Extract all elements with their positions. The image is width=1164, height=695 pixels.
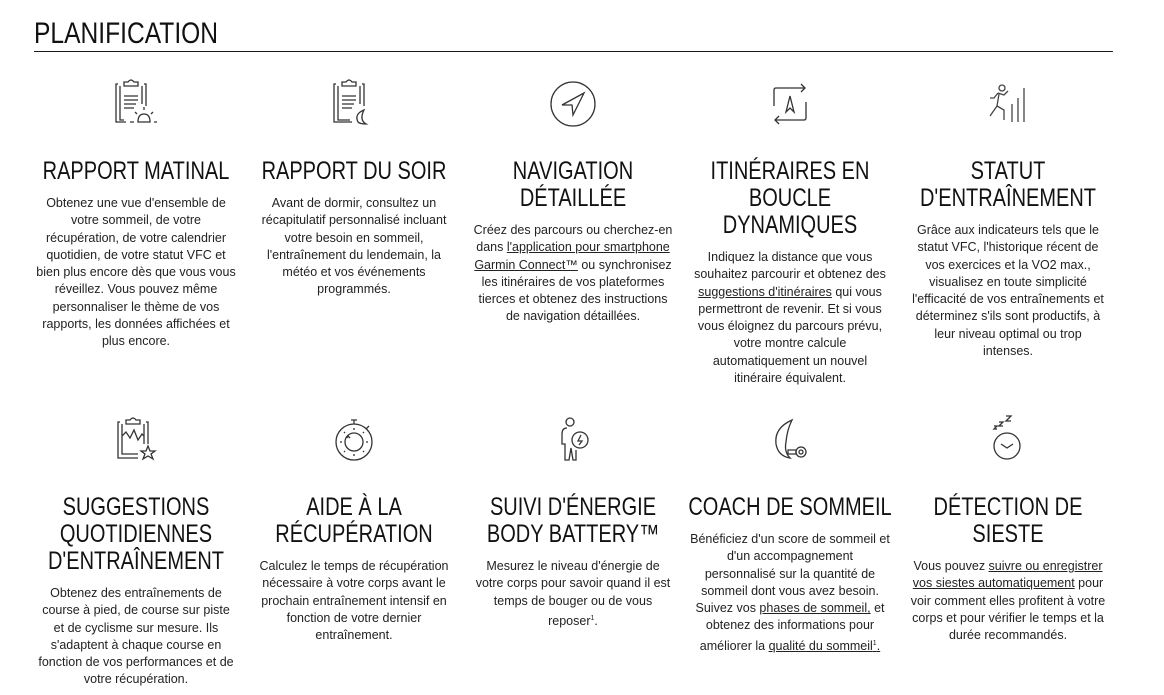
- feature-title: ITINÉRAIRES EN BOUCLE DYNAMIQUES: [710, 157, 870, 239]
- daily-suggested-workouts-icon: [108, 412, 164, 468]
- feature-description: [690, 531, 890, 655]
- description-text: Bénéficiez d'un score de sommeil et d'un accompagnement personnalisé sur la quantité de sommeil dont vous avez besoin. Suivez vos: [690, 532, 890, 616]
- description-text: qui vous permettront de revenir. Et si vous vous éloignez du parcours prévu, votre montre calcule automatiquement un nouvel itinéraire équivalent.: [697, 284, 883, 386]
- feature-title: AIDE À LA RÉCUPÉRATION: [275, 493, 433, 548]
- description-text: pour voir comment elles profitent à votre corps et pour vérifier le temps et la durée recommandés.: [910, 576, 1106, 643]
- sleep-quality-link[interactable]: [769, 639, 881, 653]
- body-battery-icon: [545, 412, 601, 468]
- feature-navigation: [463, 76, 683, 326]
- feature-description: Calculez le temps de récupération nécessaire à votre corps avant le prochain entraînement intensif en fonction de votre dernier entraînement.: [259, 559, 449, 643]
- morning-report-icon: [108, 76, 164, 132]
- feature-description: Grâce aux indicateurs tels que le statut VFC, l'historique récent de vos exercices et la VO2 max., visualisez en toute simplicité l'efficacité de vos entraînements et déterminez s'ils sont productifs, à leur niveau optimal ou trop intenses.: [912, 223, 1104, 359]
- feature-title: NAVIGATION DÉTAILLÉE: [512, 157, 634, 212]
- sleep-stages-link[interactable]: phases de sommeil,: [759, 601, 871, 616]
- feature-title: STATUT D'ENTRAÎNEMENT: [919, 157, 1097, 212]
- section-title: PLANIFICATION: [34, 17, 219, 50]
- feature-description: Avant de dormir, consultez un récapitulatif personnalisé incluant votre besoin en sommeil, l'entraînement du lendemain, la météo et vos événements programmés.: [261, 196, 447, 297]
- feature-description: Obtenez des entraînements de course à pied, de course sur piste et de cyclisme sur mesure. Ils s'adaptent à chaque course en fonction de vos performances et de votre récupération.: [38, 586, 234, 687]
- link-text: .: [876, 638, 881, 653]
- section-divider: [34, 51, 1113, 52]
- feature-training-status: [898, 76, 1118, 360]
- nap-tracking-link[interactable]: suivre ou enregistrer vos siestes automatiquement: [912, 559, 1103, 591]
- evening-report-icon: [326, 76, 382, 132]
- description-text: Mesurez le niveau d'énergie de votre corps pour savoir quand il est temps de bouger ou de vous reposer: [475, 559, 671, 629]
- feature-description: [473, 558, 673, 630]
- feature-sleep-coach: [680, 412, 900, 655]
- footnote-marker: 1: [872, 639, 877, 647]
- feature-round-trip-routing: [680, 76, 900, 387]
- description-text: et obtenez des informations pour améliorer la: [699, 601, 885, 653]
- feature-description: [690, 249, 890, 387]
- feature-title: RAPPORT DU SOIR: [261, 157, 447, 185]
- feature-description: [908, 558, 1108, 644]
- feature-daily-suggested-workouts: [26, 412, 246, 689]
- navigation-arrow-icon: [545, 76, 601, 132]
- link-text: qualité du sommeil: [768, 638, 873, 653]
- nap-detection-icon: [980, 412, 1036, 468]
- feature-nap-detection: [898, 412, 1118, 644]
- feature-description: [473, 222, 673, 326]
- footnote-marker: 1: [590, 614, 595, 622]
- feature-title: DÉTECTION DE SIESTE: [933, 493, 1083, 548]
- feature-title: COACH DE SOMMEIL: [688, 493, 892, 521]
- feature-body-battery: [463, 412, 683, 630]
- description-text: Indiquez la distance que vous souhaitez parcourir et obtenez des: [694, 250, 886, 282]
- feature-description: Obtenez une vue d'ensemble de votre sommeil, de votre récupération, de votre calendrier quotidien, de votre statut VFC et bien plus encore dès que vous vous réveillez. Vous pouvez même personnaliser le thème de vos rapports, les données affichées et plus encore.: [36, 196, 236, 349]
- round-trip-routing-icon: [762, 76, 818, 132]
- sleep-coach-icon: [762, 412, 818, 468]
- garmin-connect-app-link[interactable]: l'application pour smartphone Garmin Connect™: [474, 240, 670, 272]
- description-text: .: [594, 614, 598, 629]
- recovery-timer-icon: [326, 412, 382, 468]
- training-status-icon: [980, 76, 1036, 132]
- feature-morning-report: [26, 76, 246, 351]
- feature-title: RAPPORT MATINAL: [42, 157, 230, 185]
- feature-recovery-advisor: [244, 412, 464, 644]
- description-text: ou synchronisez les itinéraires de vos plateformes tierces et obtenez des instructions de navigation détaillées.: [478, 257, 672, 324]
- description-text: Vous pouvez: [913, 559, 989, 573]
- route-suggestions-link[interactable]: suggestions d'itinéraires: [698, 284, 832, 299]
- feature-title: SUGGESTIONS QUOTIDIENNES D'ENTRAÎNEMENT: [47, 493, 225, 575]
- feature-title: SUIVI D'ÉNERGIE BODY BATTERY™: [486, 493, 660, 548]
- description-text: Créez des parcours ou cherchez-en dans: [473, 223, 673, 255]
- feature-evening-report: [244, 76, 464, 299]
